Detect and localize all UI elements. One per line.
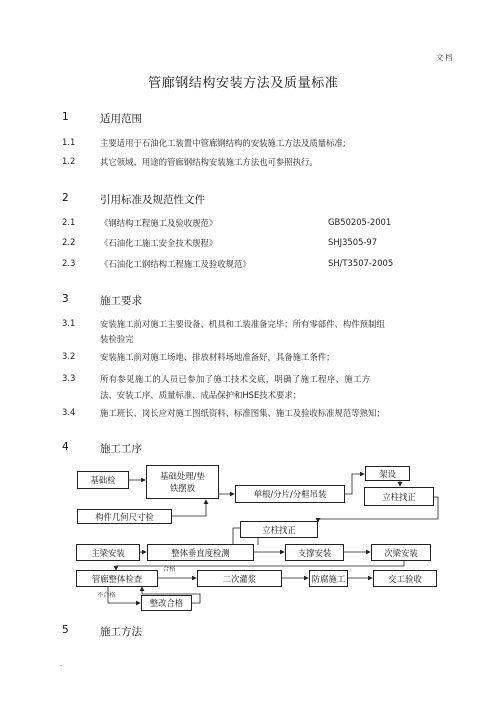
flow-vertical-check: 整体垂直度检测: [147, 544, 254, 561]
standard-3-number: 2.3: [62, 258, 76, 268]
line-align-mid-to-vertical: [233, 528, 240, 545]
item-1-2-number: 1.2: [62, 156, 76, 166]
requirement-2-number: 3.2: [62, 351, 76, 361]
flow-secondary-beam: 次梁安装: [371, 544, 431, 561]
item-1-1-number: 1.1: [62, 137, 76, 147]
flow-base-treatment: [146, 465, 219, 499]
requirement-3-number: 3.3: [62, 373, 76, 383]
section-4-number: 4: [62, 441, 69, 453]
flow-member-check: 构件几何尺寸检: [77, 509, 172, 524]
section-1-heading: 适用范围: [100, 113, 142, 125]
standard-2-name: 《石油化工施工安全技术规程》: [100, 238, 218, 248]
flow-base-treatment-line2: 铁摆放: [169, 483, 196, 493]
requirement-4-line1: 施工班长、岗长应对施工图纸资料、标准图集、施工及验收标准规范等熟知；: [100, 408, 385, 418]
footer-mark: .: [60, 660, 63, 668]
arrow-lift-to-erect: [345, 474, 364, 494]
flow-main-beam: 主梁安装: [76, 544, 140, 561]
header-mark: 文档: [436, 53, 454, 62]
standard-3-code: SH/T3507-2005: [328, 258, 394, 268]
requirement-3-line1: 所有参见施工的人员已参加了施工技术交底，明确了施工程序、施工方: [100, 374, 371, 384]
requirement-1-line1: 安装施工前对施工主要设备、机具和工装准备完毕；所有零部件、构件预制组: [100, 319, 385, 329]
section-5-heading: 施工方法: [100, 626, 142, 638]
section-3-heading: 施工要求: [100, 295, 142, 307]
requirement-1-number: 3.1: [62, 318, 76, 328]
section-5-number: 5: [62, 624, 69, 636]
item-1-2-text: 其它领域、用途的管廊钢结构安装施工方法也可参照执行。: [100, 157, 318, 167]
flow-fail-label: 不合格: [97, 592, 116, 599]
arrow-member-check-to-lift: [172, 500, 206, 516]
requirement-3-line2: 法、安装工序、质量标准、成品保护和HSE技术要求；: [100, 390, 302, 400]
flow-pass-label: 合格: [163, 566, 176, 573]
standard-2-code: SHJ3505-97: [328, 237, 378, 247]
flow-anticorrosion: 防腐施工: [309, 570, 348, 587]
flow-column-align-mid: 立柱找正: [240, 521, 318, 538]
section-1-number: 1: [62, 111, 69, 123]
standard-1-number: 2.1: [62, 217, 76, 227]
flow-handover: 交工验收: [373, 570, 437, 587]
page-title: 管廊钢结构安装方法及质量标准: [148, 76, 339, 91]
standard-1-code: GB50205-2001: [328, 217, 392, 227]
flow-base-check: 基础检: [77, 471, 129, 489]
requirement-1-line2: 装检验完: [100, 334, 134, 344]
flow-erect: 架设: [365, 466, 410, 481]
section-2-number: 2: [62, 192, 69, 204]
item-1-1-text: 主要适用于石油化工装置中管廊钢结构的安装施工方法及质量标准;: [100, 138, 346, 148]
flow-base-treatment-line1: 基础处理/垫: [160, 471, 205, 481]
flow-grout: 二次灌浆: [197, 570, 282, 587]
section-4-heading: 施工工序: [100, 443, 142, 455]
standard-1-name: 《钢结构工程施工及验收规范》: [100, 218, 218, 228]
flow-rack-check: 管廊整体检查: [76, 570, 158, 587]
flow-lift: 单根/分片/分框吊装: [235, 485, 345, 503]
requirement-2-line1: 安装施工前对施工场地、排放材料场地准备好，具备施工条件；: [100, 352, 335, 362]
flow-rectify: 整改合格: [141, 595, 192, 611]
section-3-number: 3: [62, 293, 69, 305]
flow-brace: 支撑安装: [285, 544, 344, 561]
standard-2-number: 2.2: [62, 237, 76, 247]
requirement-4-number: 3.4: [62, 407, 76, 417]
section-2-heading: 引用标准及规范性文件: [100, 194, 205, 206]
standard-3-name: 《石油化工钢结构工程施工及验收规范》: [100, 259, 251, 269]
flow-column-align-top: 立柱找正: [364, 487, 434, 506]
arrow-secbeam-to-rackcheck: [116, 560, 404, 570]
